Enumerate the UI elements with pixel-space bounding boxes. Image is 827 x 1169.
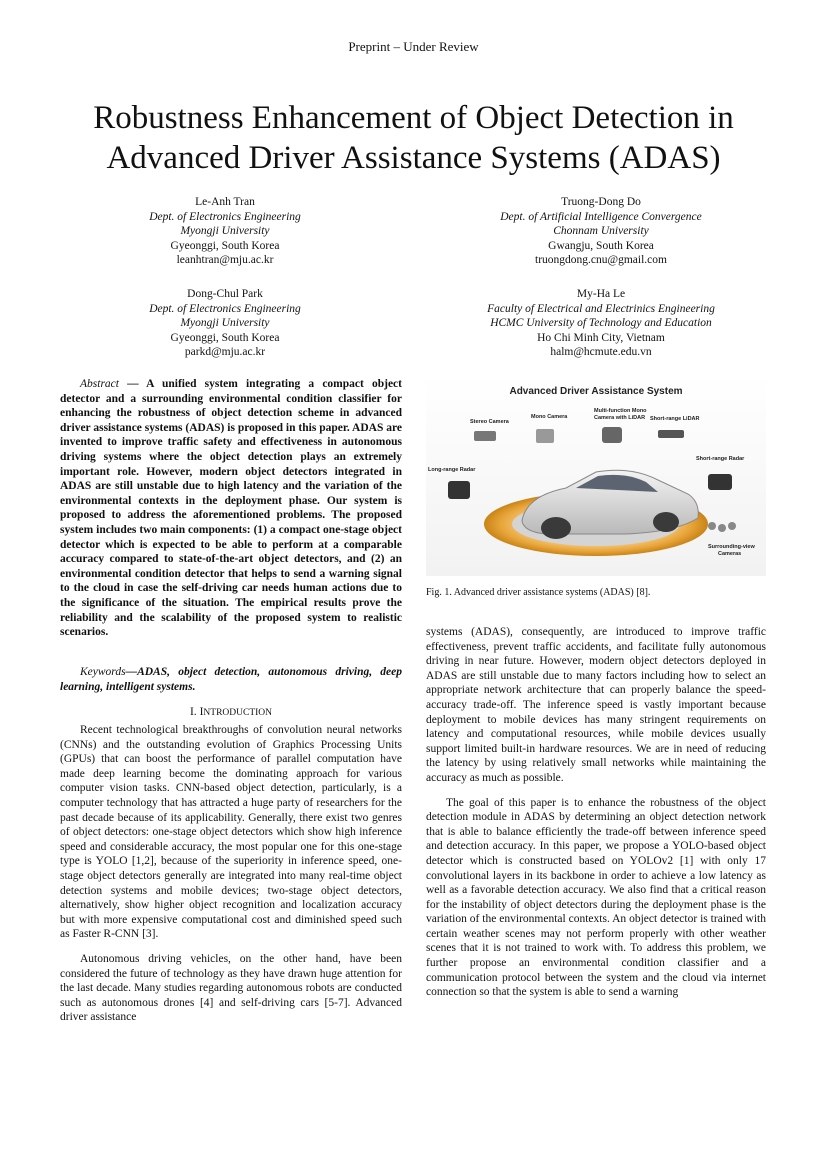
label-short-range-radar: Short-range Radar — [696, 456, 745, 462]
author-email: truongdong.cnu@gmail.com — [535, 254, 667, 266]
right-column-text — [426, 625, 766, 1000]
author-location: Ho Chi Minh City, Vietnam — [537, 331, 665, 344]
surround-camera-icon — [728, 522, 736, 530]
mono-camera-icon — [536, 429, 554, 443]
author-block-3 — [60, 287, 390, 360]
title-line-1: Robustness Enhancement of Object Detection in — [93, 100, 734, 136]
keywords-label: Keywords — [80, 666, 126, 678]
author-location: Gyeonggi, South Korea — [170, 331, 280, 344]
car-wheel-rear — [653, 512, 679, 532]
section-heading-introduction — [60, 706, 402, 718]
label-multifunction-2: Camera with LiDAR — [594, 415, 646, 421]
author-email: halm@hcmute.edu.vn — [550, 346, 652, 358]
surround-camera-icon — [718, 524, 726, 532]
author-email: leanhtran@mju.ac.kr — [176, 254, 274, 266]
author-name: Dong-Chul Park — [187, 288, 263, 300]
label-long-range-radar: Long-range Radar — [428, 467, 476, 473]
paper-title — [40, 98, 787, 178]
figure-caption: Fig. 1. Advanced driver assistance systems (ADAS) [8]. — [426, 587, 651, 598]
paragraph: Autonomous driving vehicles, on the other hand, have been considered the future of technology as they have drawn huge attention for the last decade. Many studies regarding autonomous robots are conducted such as autonomous drones [4] and self-driving cars [5-7]. Advanced driver assistance — [60, 952, 402, 1024]
author-univ: HCMC University of Technology and Education — [490, 317, 712, 329]
abstract-label: Abstract — [80, 378, 119, 390]
title-line-2: Advanced Driver Assistance Systems (ADAS) — [106, 140, 721, 176]
adas-illustration — [426, 376, 766, 576]
label-stereo-camera: Stereo Camera — [470, 419, 509, 425]
keywords-text: —ADAS, object detection, autonomous driving, deep learning, intelligent systems. — [60, 666, 402, 693]
author-location: Gwangju, South Korea — [548, 239, 654, 252]
paragraph: Recent technological breakthroughs of convolution neural networks (CNNs) and the outstanding evolution of Graphics Processing Units (GPUs) that can boost the performance of parallel computation have made deep learning become the dominating approach for various computer vision tasks. CNN-based object detection, particularly, is a computer technology that has attracted a huge party of researchers for the past decade because of its applicability. Generally, there exist two genres of object detectors: one-stage object detectors which show high inference speed and considerable accuracy, the most popular one for this one-stage type is YOLO [1,2], because of the superiority in inference speed, one-stage object detectors generally are integrated into many real-time object detection systems and mobile devices; two-stage object detectors, alternatively, show higher object recognition and localization accuracy but with more expensive computational cost and diminished speed such as Faster R-CNN [3]. — [60, 724, 402, 941]
abstract — [60, 377, 402, 640]
author-block-4 — [436, 287, 766, 360]
label-surrounding-view-1: Surrounding-view — [708, 544, 755, 550]
multifunction-camera-icon — [602, 427, 622, 443]
author-email: parkd@mju.ac.kr — [184, 346, 266, 358]
author-dept: Faculty of Electrical and Electrinics Engineering — [487, 302, 715, 315]
label-multifunction-1: Multi-function Mono — [594, 408, 647, 414]
paragraph: The goal of this paper is to enhance the robustness of the object detection module in ADAS by determining an object detection network that is able to balance efficiently the trade-off between inference speed and detection accuracy. In this paper, we propose a YOLO-based object detector which is constructed based on YOLOv2 [1] with only 17 convolutional layers in its backbone in order to achieve a low latency as well as a favorable detection accuracy. We also find that a critical reason for the instability of object detectors during the deployment phase is the variation of the environmental contexts. An object detector is trained with certain weather scenes may not perform properly with other weather scenes that it is not trained to work with. To address this problem, we further propose an environmental condition classifier and a communication protocol between the system and the cloud via internet connection so that the system is able to send a warning — [426, 796, 766, 999]
introduction-text — [60, 723, 402, 1025]
abstract-text: — A unified system integrating a compact object detector and a surrounding environmental condition classifier for enhancing the robustness of object detection scheme in advanced driver assistance systems (ADAS) is proposed in this paper. ADAS are invented to improve traffic safety and effectiveness in autonomous driving systems where the object detection plays an extremely important role. However, modern object detectors integrated in ADAS are still unstable due to high latency and the variation of the environmental contexts in the deployment phase. Our system is proposed to address the aforementioned problems. The proposed system includes two main components: (1) a compact one-stage object detector which is expected to be able to perform at a comparable accuracy compared to state-of-the-art object detectors, and (2) an environmental condition detector that helps to send a warning signal to the cloud in case the self-driving car needs human actions due to the significance of the situation. The empirical results prove the reliability and the scalability of the proposed system to realistic scenarios. — [60, 378, 402, 639]
running-header: Preprint – Under Review — [348, 39, 479, 54]
label-short-range-lidar: Short-range LiDAR — [650, 416, 700, 422]
author-univ: Myongji University — [180, 317, 270, 329]
short-range-radar-icon — [708, 474, 732, 490]
long-range-radar-icon — [448, 481, 470, 499]
section-number: I. — [189, 706, 197, 718]
keywords — [60, 665, 402, 694]
author-block-2 — [436, 195, 766, 268]
author-univ: Myongji University — [180, 225, 270, 237]
surround-camera-icon — [708, 522, 716, 530]
label-mono-camera: Mono Camera — [531, 414, 568, 420]
author-name: Truong-Dong Do — [561, 196, 641, 208]
section-initial: I — [199, 706, 204, 718]
section-title-rest: NTRODUCTION — [203, 708, 273, 718]
author-dept: Dept. of Artificial Intelligence Convergence — [500, 210, 702, 223]
author-name: Le-Anh Tran — [195, 196, 255, 208]
figure-adas — [426, 376, 766, 576]
author-dept: Dept. of Electronics Engineering — [149, 302, 301, 315]
author-block-1 — [60, 195, 390, 268]
short-range-lidar-icon — [658, 430, 684, 438]
stereo-camera-icon — [474, 431, 496, 441]
label-surrounding-view-2: Cameras — [718, 551, 742, 557]
figure-title: Advanced Driver Assistance System — [509, 386, 683, 397]
paragraph: systems (ADAS), consequently, are introduced to improve traffic effectiveness, prevent traffic accidents, and facilitate fully autonomous driving in near future. However, modern object detectors deployed in ADAS are still unstable due to many factors including how to select an appropriate network architecture that can properly balance the speed-accuracy trade-off. The inference speed is vastly important because deployment to mobile devices has many stringent requirements on latency and computational resources, while mobile devices usually support limited built-in hardware resources. We are in need of reducing the latency by using relatively small networks while maintaining the accuracy as much as possible. — [426, 626, 766, 784]
author-location: Gyeonggi, South Korea — [170, 239, 280, 252]
author-univ: Chonnam University — [553, 225, 649, 237]
author-dept: Dept. of Electronics Engineering — [149, 210, 301, 223]
author-name: My-Ha Le — [576, 288, 626, 300]
car-wheel-front — [541, 517, 571, 539]
